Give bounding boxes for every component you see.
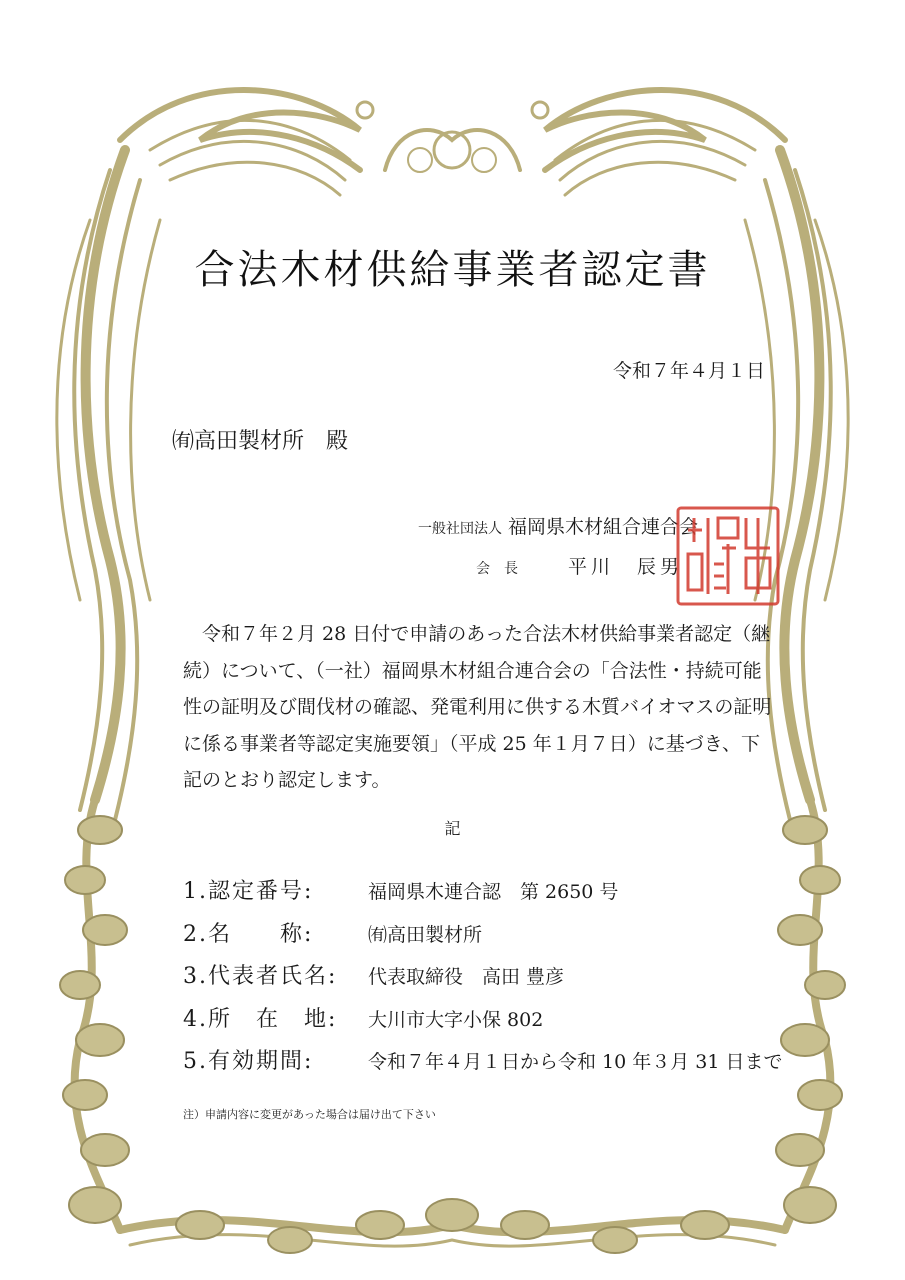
recipient [172,424,348,455]
detail-label: 2.名 称: [183,921,314,947]
detail-value: 代表取締役 高田 豊彦 [368,966,565,988]
detail-value: 令和７年４月１日から令和 10 年３月 31 日まで [368,1051,783,1073]
detail-row [183,959,783,1002]
detail-row [183,874,783,917]
issuer-name: 平川 辰男 [568,556,684,578]
cloud-ornament [385,130,520,170]
right-phoenix [545,90,785,170]
detail-label: 3.代表者氏名: [183,964,338,989]
detail-value: 福岡県木連合認 第 2650 号 [368,881,619,903]
detail-label: 5.有効期間: [183,1049,314,1074]
detail-value: ㈲高田製材所 [368,923,483,946]
detail-row [183,917,783,960]
issuer-president [476,552,683,579]
certificate-title: 合法木材供給事業者認定書 [194,247,711,293]
certification-details [183,874,783,1087]
issuer-position: 会 長 [476,561,518,577]
detail-row [183,1044,783,1087]
recipient-name: ㈲高田製材所 [172,429,305,454]
issue-date: 令和７年４月１日 [612,360,765,382]
recipient-honorific: 殿 [326,429,349,454]
ki-marker: 記 [444,819,461,838]
issuer-org-type: 一般社団法人 [418,521,502,537]
footnote: 注）申請内容に変更があった場合は届け出て下さい [183,1108,436,1121]
certification-statement: 令和７年２月 28 日付で申請のあった合法木材供給事業者認定（継続）について、（一社）福岡県木材組合連合会の「合法性・持続可能性の証明及び間伐材の確認、発電利用に供する木質バイオマスの証明に係る事業者等認定実施要領」（平成 25 年１月７日）に基づき、下記のとおり認定します。 [183,623,772,791]
detail-row [183,1002,783,1045]
left-phoenix [120,90,360,170]
detail-label: 1.認定番号: [183,879,314,904]
detail-value: 大川市大字小保 802 [368,1008,544,1031]
detail-label: 4.所 在 地: [183,1006,338,1032]
official-seal [674,504,782,608]
issuer-organization [418,512,698,539]
issuer-org-name: 福岡県木材組合連合会 [508,516,699,538]
